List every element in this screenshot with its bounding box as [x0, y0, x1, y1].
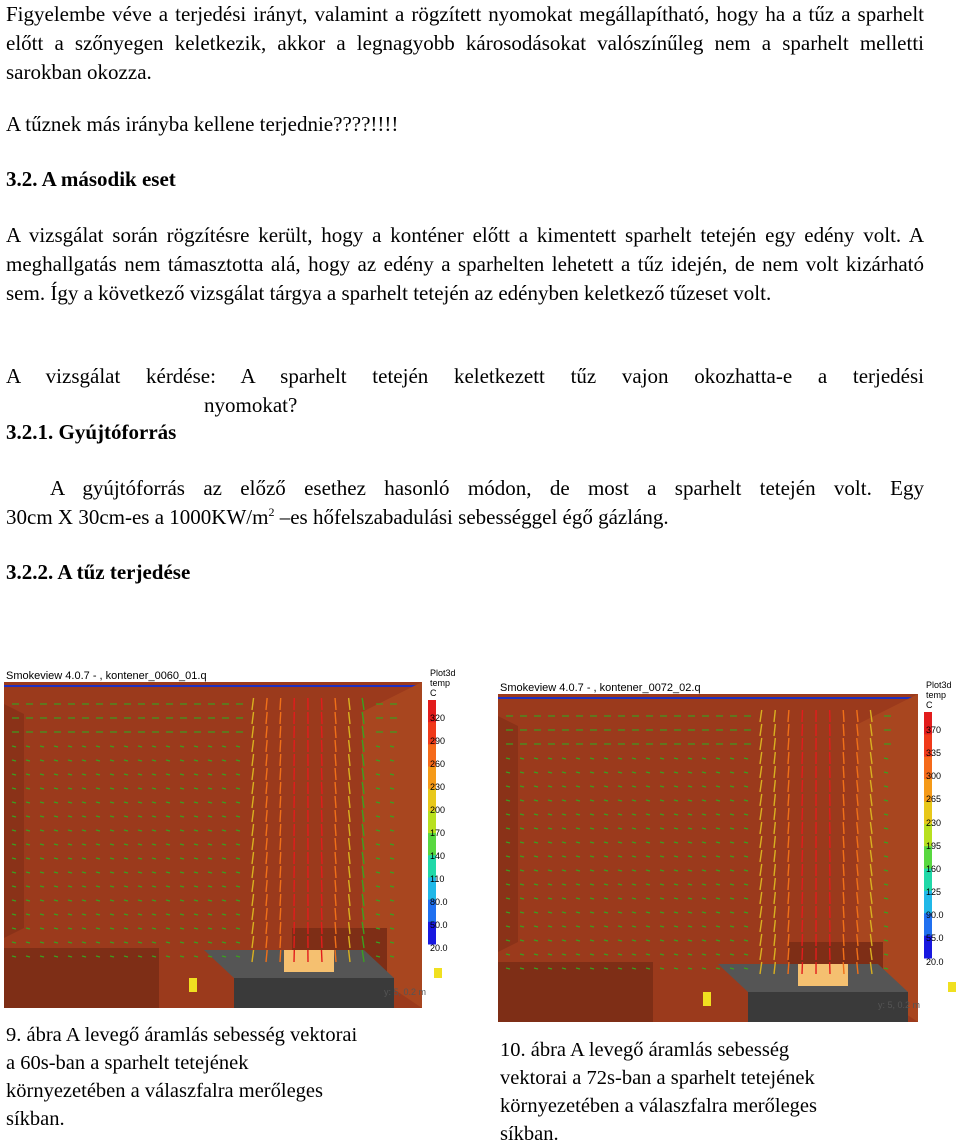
velocity-vector	[280, 922, 281, 934]
left-wall	[4, 704, 24, 938]
legend-value: 265	[926, 794, 944, 817]
legend-value: 230	[926, 818, 944, 841]
velocity-vector	[843, 780, 844, 792]
velocity-vector	[843, 850, 844, 862]
figure-9	[4, 664, 462, 1008]
velocity-vector	[335, 852, 336, 864]
velocity-vector	[335, 796, 336, 808]
stove-body	[234, 978, 394, 1008]
legend-value: 80.0	[430, 897, 448, 920]
velocity-vector	[321, 922, 322, 934]
heading-3-2-1: 3.2.1. Gyújtóforrás	[6, 418, 176, 447]
velocity-vector	[335, 824, 336, 836]
legend-value: 55.0	[926, 933, 944, 956]
legend-value: 320	[430, 713, 448, 736]
velocity-vector	[280, 768, 281, 780]
legend-value: 260	[430, 759, 448, 782]
velocity-vector	[335, 922, 336, 934]
velocity-vector	[280, 754, 281, 766]
velocity-vector	[843, 752, 844, 764]
velocity-vector	[280, 782, 281, 794]
velocity-vector	[843, 724, 844, 736]
velocity-vector	[280, 894, 281, 906]
velocity-vector	[788, 962, 789, 974]
legend-header: Plot3d temp C	[926, 680, 952, 710]
smokeview-plot-60s	[4, 664, 462, 1008]
velocity-vector	[335, 894, 336, 906]
velocity-vector	[321, 810, 322, 822]
figure-title: Smokeview 4.0.7 - , kontener_0072_02.q	[500, 682, 701, 694]
left-wall	[498, 716, 518, 952]
velocity-vector	[788, 850, 789, 862]
velocity-vector	[788, 934, 789, 946]
legend-value: 300	[926, 771, 944, 794]
paragraph-4b: nyomokat?	[204, 391, 297, 420]
velocity-vector	[280, 908, 281, 920]
velocity-vector	[280, 698, 281, 710]
velocity-vector	[321, 740, 322, 752]
legend-value: 50.0	[430, 920, 448, 943]
velocity-vector	[843, 836, 844, 848]
legend-value: 230	[430, 782, 448, 805]
figure-10	[498, 676, 958, 1022]
velocity-vector	[321, 824, 322, 836]
velocity-vector	[321, 866, 322, 878]
velocity-vector	[280, 796, 281, 808]
velocity-vector	[843, 920, 844, 932]
velocity-vector	[843, 710, 844, 722]
velocity-vector	[321, 754, 322, 766]
velocity-vector	[843, 766, 844, 778]
velocity-vector	[788, 822, 789, 834]
velocity-vector	[335, 838, 336, 850]
velocity-vector	[321, 782, 322, 794]
velocity-vector	[335, 880, 336, 892]
velocity-vector	[321, 936, 322, 948]
paragraph-4a: A vizsgálat kérdése: A sparhelt tetején keletkezett tűz vajon okozhatta-e a terjedési	[6, 362, 924, 391]
velocity-vector	[321, 726, 322, 738]
velocity-vector	[321, 950, 322, 962]
velocity-vector	[788, 878, 789, 890]
marker-left	[189, 978, 197, 992]
velocity-vector	[335, 908, 336, 920]
velocity-vector	[321, 796, 322, 808]
velocity-vector	[788, 766, 789, 778]
velocity-vector	[843, 892, 844, 904]
legend-values	[926, 725, 944, 980]
velocity-vector	[335, 936, 336, 948]
legend-value: 110	[430, 874, 448, 897]
velocity-vector	[788, 906, 789, 918]
marker-right	[948, 982, 956, 992]
velocity-vector	[788, 780, 789, 792]
velocity-vector	[321, 894, 322, 906]
velocity-vector	[335, 768, 336, 780]
velocity-vector	[788, 710, 789, 722]
legend-value: 90.0	[926, 910, 944, 933]
velocity-vector	[335, 726, 336, 738]
legend-value: 195	[926, 841, 944, 864]
coordinate-readout: y: 5, 0.2 m	[384, 987, 426, 997]
velocity-vector	[280, 740, 281, 752]
paragraph-5b: 30cm X 30cm-es a $1000KW/m^2$ –es hőfelszabadulási sebességgel égő gázláng.	[6, 503, 669, 532]
velocity-vector	[335, 740, 336, 752]
velocity-vector	[321, 908, 322, 920]
velocity-vector	[788, 724, 789, 736]
coordinate-readout: y: 5, 0.2 m	[878, 1000, 920, 1010]
caption-figure-9: 9. ábra A levegő áramlás sebesség vektorai a 60s-ban a sparhelt tetejének környezetében a válaszfalra merőleges síkban.	[6, 1021, 357, 1133]
velocity-vector	[280, 726, 281, 738]
legend-value: 140	[430, 851, 448, 874]
velocity-vector	[321, 880, 322, 892]
paragraph-2: A tűznek más irányba kellene terjednie????!!!!	[6, 110, 398, 139]
velocity-vector	[280, 950, 281, 962]
velocity-vector	[280, 866, 281, 878]
marker-left	[703, 992, 711, 1006]
velocity-vector	[321, 768, 322, 780]
velocity-vector	[843, 794, 844, 806]
velocity-vector	[788, 864, 789, 876]
velocity-vector	[335, 866, 336, 878]
velocity-vector	[843, 738, 844, 750]
legend-header: Plot3d temp C	[430, 668, 456, 698]
velocity-vector	[335, 950, 336, 962]
legend-value: 290	[430, 736, 448, 759]
burner-flame	[798, 964, 848, 986]
paragraph-1: Figyelembe véve a terjedési irányt, valamint a rögzített nyomokat megállapítható, hogy ha a tűz a sparhelt előtt a szőnyegen keletkezik, akkor a legnagyobb károsodásokat valószínűleg nem a sparhelt melletti sarokban okozza.	[6, 0, 924, 87]
heading-3-2-2: 3.2.2. A tűz terjedése	[6, 558, 190, 587]
velocity-vector	[280, 852, 281, 864]
velocity-vector	[335, 754, 336, 766]
burner-flame	[284, 950, 334, 972]
marker-right	[434, 968, 442, 978]
velocity-vector	[321, 852, 322, 864]
legend-value: 20.0	[926, 957, 944, 980]
velocity-vector	[843, 808, 844, 820]
legend-value: 200	[430, 805, 448, 828]
velocity-vector	[335, 810, 336, 822]
velocity-vector	[788, 738, 789, 750]
velocity-vector	[280, 712, 281, 724]
velocity-vector	[843, 948, 844, 960]
cabinet-left	[498, 962, 653, 1022]
velocity-vector	[843, 934, 844, 946]
heading-3-2: 3.2. A második eset	[6, 165, 176, 194]
velocity-vector	[843, 878, 844, 890]
legend-value: 370	[926, 725, 944, 748]
velocity-vector	[788, 794, 789, 806]
velocity-vector	[280, 824, 281, 836]
velocity-vector	[335, 782, 336, 794]
legend-value: 160	[926, 864, 944, 887]
figure-title: Smokeview 4.0.7 - , kontener_0060_01.q	[6, 670, 207, 682]
velocity-vector	[788, 920, 789, 932]
velocity-vector	[335, 712, 336, 724]
velocity-vector	[843, 864, 844, 876]
velocity-vector	[280, 936, 281, 948]
velocity-vector	[788, 752, 789, 764]
velocity-vector	[788, 948, 789, 960]
velocity-vector	[321, 712, 322, 724]
smokeview-plot-72s	[498, 676, 958, 1022]
velocity-vector	[788, 836, 789, 848]
velocity-vector	[335, 698, 336, 710]
velocity-vector	[321, 838, 322, 850]
caption-figure-10: 10. ábra A levegő áramlás sebesség vektorai a 72s-ban a sparhelt tetejének környezetében a válaszfalra merőleges síkban.	[500, 1036, 817, 1148]
velocity-vector	[843, 906, 844, 918]
velocity-vector	[788, 892, 789, 904]
velocity-vector	[280, 880, 281, 892]
velocity-vector	[788, 808, 789, 820]
paragraph-3: A vizsgálat során rögzítésre került, hogy a konténer előtt a kimentett sparhelt tetején egy edény volt. A meghallgatás nem támasztotta alá, hogy az edény a sparhelten lehetett a tűz idején, de nem volt kizárható sem. Így a következő vizsgálat tárgya a sparhelt tetején az edényben keletkező tűzeset volt.	[6, 221, 924, 308]
legend-value: 335	[926, 748, 944, 771]
legend-value: 170	[430, 828, 448, 851]
legend-values	[430, 713, 448, 966]
velocity-vector	[280, 838, 281, 850]
velocity-vector	[843, 822, 844, 834]
velocity-vector	[321, 698, 322, 710]
legend-value: 20.0	[430, 943, 448, 966]
paragraph-5a: A gyújtóforrás az előző esethez hasonló módon, de most a sparhelt tetején volt. Egy	[50, 474, 924, 503]
velocity-vector	[280, 810, 281, 822]
legend-value: 125	[926, 887, 944, 910]
velocity-vector	[843, 962, 844, 974]
cabinet-left	[4, 948, 159, 1008]
